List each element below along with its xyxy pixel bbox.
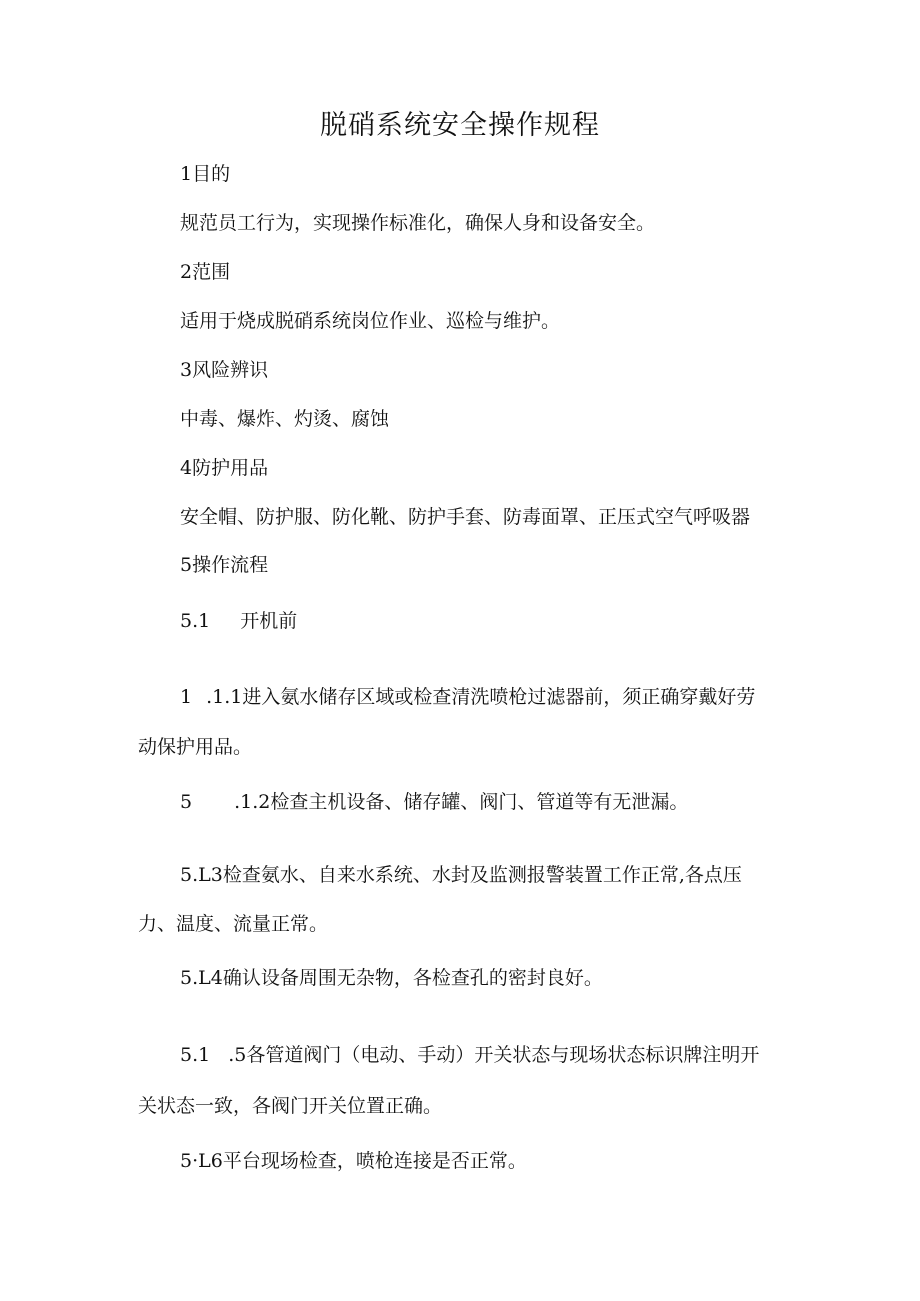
subsection-5-1 — [180, 609, 297, 633]
item-1-number: 1 — [180, 686, 193, 708]
section-4-body: 安全帽、防护服、防化靴、防护手套、防毒面罩、正压式空气呼吸器 — [180, 506, 751, 528]
section-1-heading: 1目的 — [180, 163, 231, 185]
item-2-text: .1.2检查主机设备、储存罐、阀门、管道等有无泄漏。 — [234, 791, 689, 813]
document-title: 脱硝系统安全操作规程 — [320, 110, 600, 141]
section-5-heading: 5操作流程 — [180, 554, 269, 576]
subsection-label: 开机前 — [240, 610, 298, 632]
section-1-body: 规范员工行为，实现操作标准化，确保人身和设备安全。 — [180, 212, 656, 234]
item-4: 5.L4确认设备周围无杂物，各检查孔的密封良好。 — [180, 967, 603, 989]
item-5-line-2: 关状态一致，各阀门开关位置正确。 — [138, 1095, 443, 1117]
item-3-line-1: 5.L3检查氨水、自来水系统、水封及监测报警装置工作正常,各点压 — [180, 864, 742, 886]
item-2-number: 5 — [180, 791, 193, 813]
item-6: 5·L6平台现场检查，喷枪连接是否正常。 — [180, 1150, 527, 1172]
item-5-text: .5各管道阀门（电动、手动）开关状态与现场状态标识牌注明开 — [228, 1044, 760, 1066]
section-3-heading: 3风险辨识 — [180, 359, 269, 381]
item-1-line-1 — [180, 685, 755, 709]
section-4-heading: 4防护用品 — [180, 457, 269, 479]
section-2-heading: 2范围 — [180, 261, 231, 283]
section-2-body: 适用于烧成脱硝系统岗位作业、巡检与维护。 — [180, 310, 561, 332]
section-3-body: 中毒、爆炸、灼烫、腐蚀 — [180, 408, 390, 430]
item-5-number: 5.1 — [180, 1044, 211, 1066]
item-5-line-1 — [180, 1043, 759, 1067]
item-1-line-2: 动保护用品。 — [138, 736, 253, 758]
item-3-line-2: 力、温度、流量正常。 — [138, 913, 329, 935]
item-1-text: .1.1进入氨水储存区域或检查清洗喷枪过滤器前，须正确穿戴好劳 — [206, 686, 756, 708]
subsection-number: 5.1 — [180, 610, 211, 632]
item-2 — [180, 790, 688, 814]
